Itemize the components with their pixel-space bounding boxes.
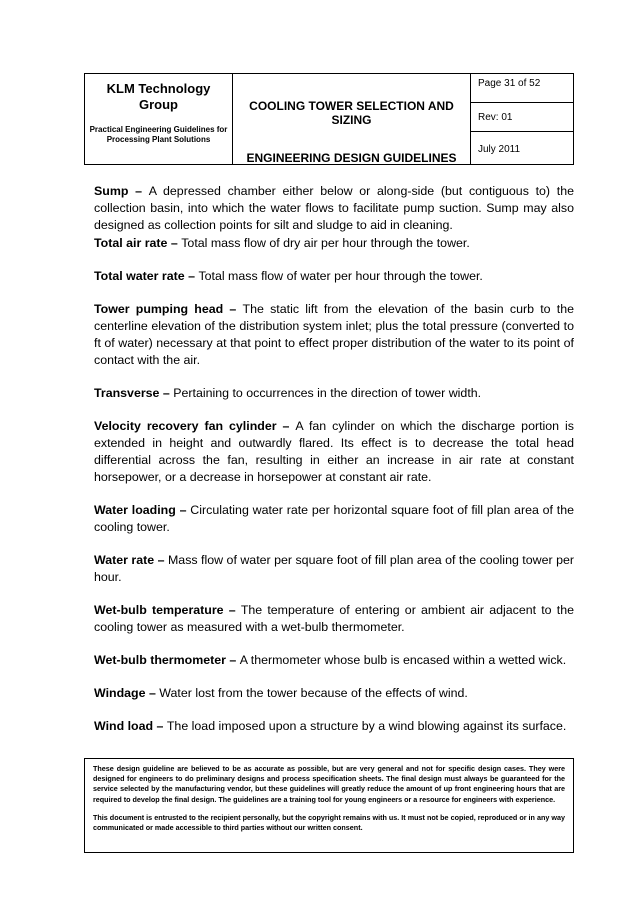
document-header — [84, 73, 574, 165]
definition-term: Windage – — [94, 686, 160, 700]
definition-item — [94, 502, 574, 536]
disclaimer-paragraph: These design guideline are believed to be as accurate as possible, but are very general and not for specific design cases. They were designed for engineers to do preliminary designs and process specification sheets. The final design must always be guaranteed for the service selected by the manufacturing vendor, but these guidelines will greatly reduce the amount of up front engineering hours that are required to develop the final design. The guidelines are a training tool for young engineers or a resource for engineers with experience. — [93, 764, 565, 804]
definition-term: Wet-bulb temperature – — [94, 603, 241, 617]
definition-text: Total mass flow of dry air per hour through the tower. — [181, 236, 470, 250]
definition-text: Total mass flow of water per hour through the tower. — [198, 269, 483, 283]
revision: Rev: 01 — [471, 103, 573, 132]
header-company-cell — [85, 74, 233, 164]
definitions-list — [94, 183, 574, 751]
copyright-paragraph: This document is entrusted to the recipient personally, but the copyright remains with us. It must not be copied, reproduced or in any way communicated or made accessible to third parties without our written consent. — [93, 812, 565, 833]
header-title-cell — [233, 74, 471, 164]
definition-term: Wet-bulb thermometer – — [94, 653, 240, 667]
definition-text: Circulating water rate per horizontal square foot of fill plan area of the cooling tower. — [94, 503, 574, 534]
definition-text: A thermometer whose bulb is encased within a wetted wick. — [239, 653, 567, 667]
definition-term: Tower pumping head – — [94, 302, 243, 316]
definition-term: Total water rate – — [94, 269, 199, 283]
definition-text: A depressed chamber either below or along-side (but contiguous to) the collection basin, into which the water flows to facilitate pump suction. Sump may also designed as collection points for silt and sludge to aid in cleaning. — [94, 184, 574, 232]
definition-term: Sump – — [94, 184, 149, 198]
definition-term: Velocity recovery fan cylinder – — [94, 419, 296, 433]
definition-item — [94, 235, 574, 252]
definition-term: Wind load – — [94, 719, 167, 733]
definition-item — [94, 301, 574, 369]
company-name: KLM Technology Group — [106, 81, 211, 112]
document-date: July 2011 — [478, 144, 521, 155]
definition-text: Mass flow of water per square foot of fill plan area of the cooling tower per hour. — [94, 553, 574, 584]
definition-item — [94, 685, 574, 702]
definition-item — [94, 385, 574, 402]
definition-term: Transverse – — [94, 386, 174, 400]
definition-item — [94, 718, 574, 735]
definition-term: Total air rate – — [94, 236, 182, 250]
definition-item — [94, 418, 574, 486]
definition-text: Pertaining to occurrences in the direction of tower width. — [173, 386, 482, 400]
header-meta-cell — [471, 74, 573, 164]
definition-text: A fan cylinder on which the discharge portion is extended in height and outwardly flared. Its effect is to decrease the total head differential across the fan, resulting in either an increase in air rate at constant horsepower, or a decrease in horsepower at constant air rate. — [94, 419, 574, 484]
definition-text: The temperature of entering or ambient air adjacent to the cooling tower as measured with a wet-bulb thermometer. — [94, 603, 574, 634]
definition-item — [94, 183, 574, 234]
definition-text: The load imposed upon a structure by a wind blowing against its surface. — [166, 719, 567, 733]
definition-item — [94, 552, 574, 586]
definition-text: The static lift from the elevation of the basin curb to the centerline elevation of the distribution system inlet; plus the total pressure (converted to ft of water) necessary at that point to effect proper distribution of the water to its point of contact with the air. — [94, 302, 575, 367]
disclaimer-box — [84, 758, 574, 853]
definition-item — [94, 652, 574, 669]
page-number: Page 31 of 52 — [471, 74, 573, 103]
document-subtitle: ENGINEERING DESIGN GUIDELINES — [246, 151, 457, 165]
definition-item — [94, 268, 574, 285]
definition-item — [94, 602, 574, 636]
definition-term: Water loading – — [94, 503, 191, 517]
definition-term: Water rate – — [94, 553, 168, 567]
document-title: COOLING TOWER SELECTION AND SIZING — [249, 99, 454, 127]
definition-text: Water lost from the tower because of the effects of wind. — [159, 686, 468, 700]
company-tagline: Practical Engineering Guidelines for Processing Plant Solutions — [89, 125, 228, 144]
